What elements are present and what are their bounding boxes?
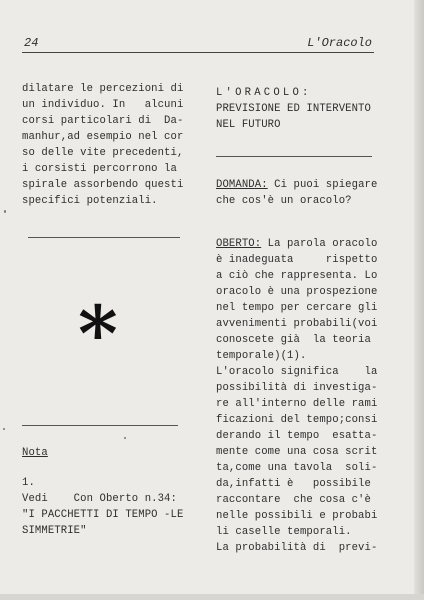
question-speaker: DOMANDA: [216, 179, 268, 191]
answer-line: conoscete già la teoria [216, 334, 371, 346]
page-number: 24 [24, 36, 39, 50]
body-line: specifici potenziali. [22, 195, 158, 207]
answer-line: nel tempo per cercare gli [216, 302, 378, 314]
answer-line: ta,come una tavola soli- [216, 462, 378, 474]
scan-speck [3, 428, 5, 430]
column-divider-rule [28, 237, 180, 238]
answer-speaker: OBERTO: [216, 238, 262, 250]
note-number: 1. [22, 477, 35, 489]
section-title-line: PREVISIONE ED INTERVENTO [216, 103, 371, 115]
body-line: manhur,ad esempio nel cor [22, 131, 184, 143]
answer-line: mente come una cosa scrit [216, 446, 378, 458]
header-rule [22, 52, 374, 53]
note-line: SIMMETRIE" [22, 525, 87, 537]
note-separator-rule [22, 425, 178, 426]
body-line: so delle vite precedenti, [22, 147, 184, 159]
answer-line: li caselle temporali. [216, 526, 352, 538]
section-rule [216, 156, 372, 157]
body-line: i corsisti percorrono la [22, 163, 177, 175]
answer-line: re all'interno delle rami [216, 398, 378, 410]
body-line: corsi particolari di Da- [22, 115, 184, 127]
answer-text: La parola oracolo [261, 238, 378, 250]
answer-line: derando il tempo esatta- [216, 430, 378, 442]
answer-line: ficazioni del tempo;consi [216, 414, 378, 426]
answer-line: avvenimenti probabili(voi [216, 318, 378, 330]
answer-line: oracolo è una prospezione [216, 286, 378, 298]
running-title: L'Oracolo [307, 36, 372, 50]
question-line: che cos'è un oracolo? [216, 195, 352, 207]
answer-line: è inadeguata rispetto [216, 254, 378, 266]
answer-line [216, 237, 377, 251]
answer-line: nelle possibili e probabi [216, 510, 378, 522]
note-line: Vedi Con Oberto n.34: [22, 493, 177, 505]
body-line: spirale assorbendo questi [22, 179, 184, 191]
note-line: "I PACCHETTI DI TEMPO -LE [22, 509, 184, 521]
scan-speck [124, 437, 126, 439]
section-title-line: L'ORACOLO: [216, 87, 312, 99]
answer-line: da,infatti è possibile [216, 478, 371, 490]
scan-speck [4, 210, 6, 213]
answer-line: temporale)(1). [216, 350, 307, 362]
answer-line: La probabilità di previ- [216, 542, 378, 554]
answer-line: possibilità di investiga- [216, 382, 378, 394]
page-edge-shadow [414, 0, 424, 600]
answer-line: raccontare che cosa c'è [216, 494, 371, 506]
page-header [0, 0, 424, 60]
note-heading: Nota [22, 447, 48, 459]
body-line: dilatare le percezioni di [22, 83, 184, 95]
question-line [216, 178, 377, 192]
body-line: un individuo. In alcuni [22, 99, 184, 111]
section-title-line: NEL FUTURO [216, 119, 281, 131]
answer-line: a ciò che rappresenta. Lo [216, 270, 378, 282]
question-text: Ci puoi spiegare [267, 179, 378, 191]
answer-line: L'oracolo significa la [216, 366, 378, 378]
page-bottom-edge [0, 594, 424, 600]
asterisk-ornament: * [78, 289, 118, 378]
